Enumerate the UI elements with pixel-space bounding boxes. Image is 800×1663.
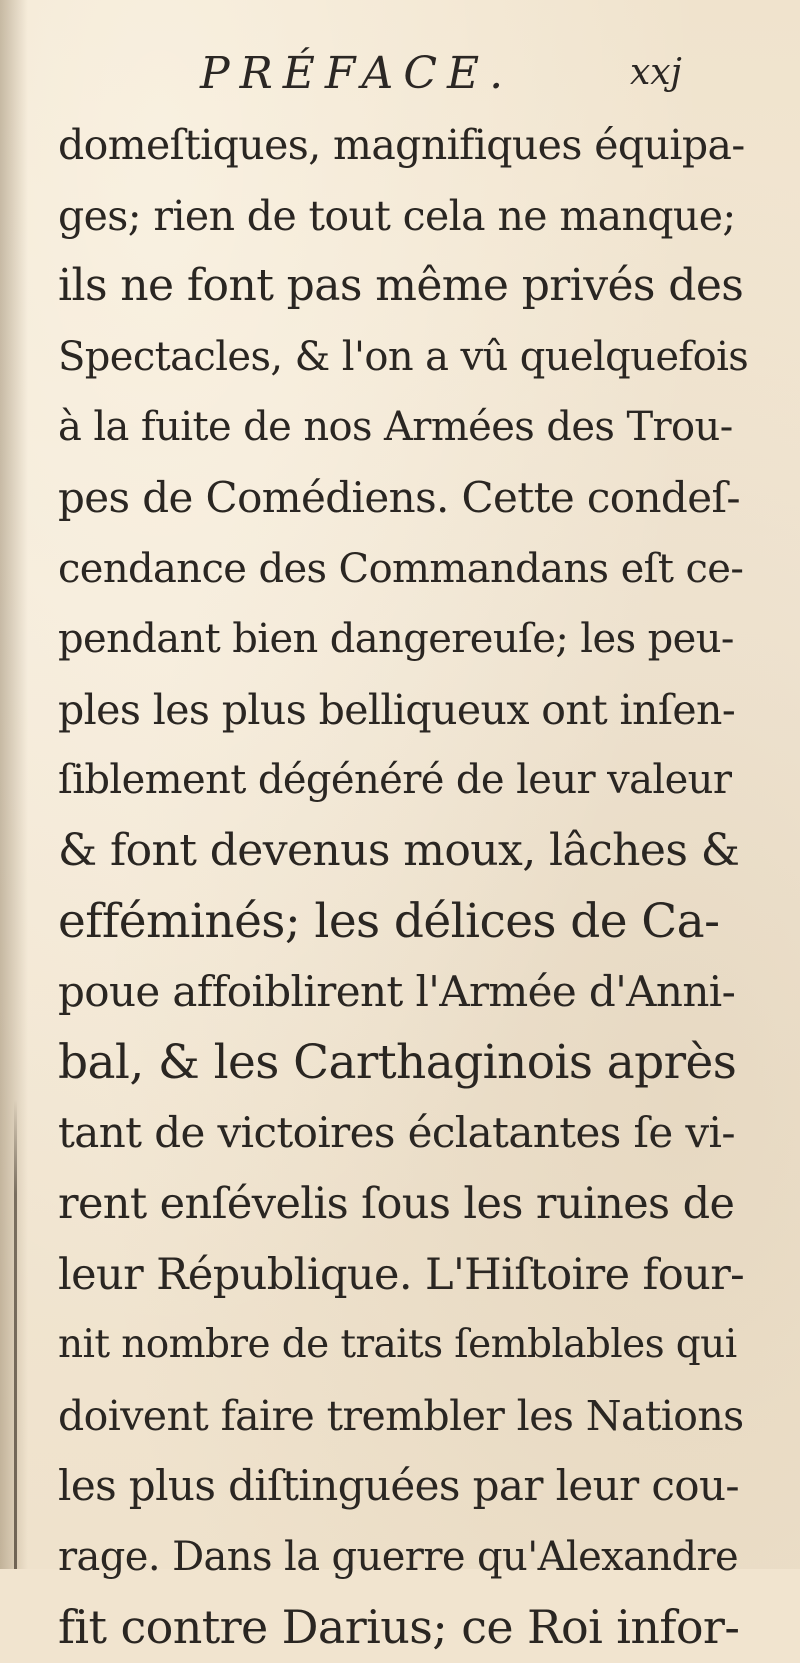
text-line: domeſtiques, magnifiques équipa- [58, 121, 745, 169]
running-head [200, 48, 760, 108]
text-line: ples les plus belliqueux ont inſen- [58, 685, 736, 734]
text-line: nit nombre de traits ſemblables qui [58, 1322, 737, 1368]
page-number: xxj [630, 52, 682, 93]
text-line: poue affoiblirent l'Armée d'Anni- [58, 967, 736, 1017]
body-text [58, 110, 748, 1663]
page-edge-line [14, 1100, 17, 1569]
text-line: Spectacles, & l'on a vû quelquefois [58, 333, 749, 380]
text-line: ges; rien de tout cela ne manque; [58, 191, 736, 240]
text-line: pes de Comédiens. Cette condeſ- [58, 472, 741, 522]
text-line: à la fuite de nos Armées des Trou- [58, 404, 733, 451]
text-line: bal, & les Carthaginois après [58, 1034, 737, 1090]
text-line: rent enſévelis ſous les ruines de [58, 1178, 735, 1229]
text-line: leur République. L'Hiſtoire four- [58, 1249, 745, 1300]
text-line: les plus diſtinguées par leur cou- [58, 1461, 740, 1511]
text-line: ils ne font pas même privés des [58, 260, 744, 312]
text-line: efféminés; les délices de Ca- [58, 893, 720, 949]
text-line: ſiblement dégénéré de leur valeur [58, 757, 732, 804]
text-line: fit contre Darius; ce Roi infor- [58, 1600, 740, 1655]
text-line: cendance des Commandans eſt ce- [58, 545, 744, 592]
running-head-title: PRÉFACE. [200, 48, 514, 99]
text-line: pendant bien dangereuſe; les peu- [58, 616, 734, 663]
text-line: & font devenus moux, lâches & [58, 824, 740, 876]
text-line: rage. Dans la guerre qu'Alexandre [58, 1533, 739, 1580]
text-line: tant de victoires éclatantes ſe vi- [58, 1108, 735, 1158]
text-line: doivent faire trembler les Nations [58, 1391, 744, 1440]
